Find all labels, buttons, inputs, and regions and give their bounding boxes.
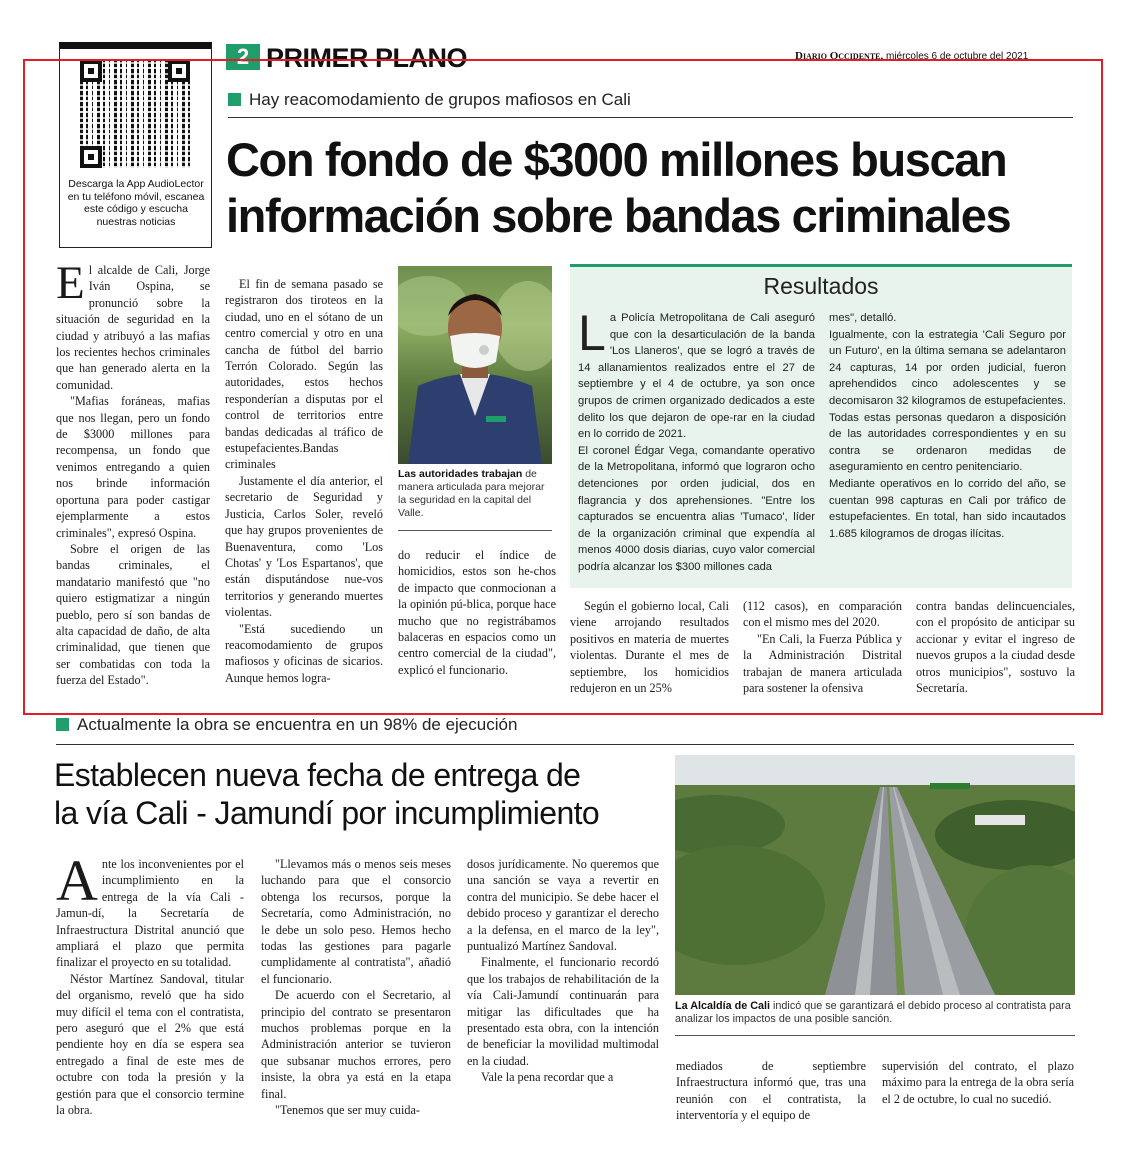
article2-bottom-col2-text: supervisión del contrato, el plazo máximo para la entrega de la obra sería el 2 de octubre, lo cual no sucedió. — [882, 1059, 1074, 1106]
article1-bottom-col3-text: contra bandas delincuenciales, con el propósito de anticipar su accionar y evitar el ingreso de nuevos grupos a la ciudad desde otros municipios", sostuvo la Secretaría. — [916, 599, 1075, 696]
article2-bottom-col2 — [882, 1058, 1074, 1128]
article1-photo-caption-bold: Las autoridades trabajan — [398, 468, 523, 480]
article2-photo-caption-bold: La Alcaldía de Cali — [675, 1000, 771, 1012]
article1-col3-p1: do reducir el índice de homicidios, estos son he-chos de impacto que conmocionan a la opinión pú-blica, porque hace mucho que no registrábamos balaceras en espacios como un centro comercial de la ciudad", explicó el funcionario. — [398, 548, 556, 677]
article1-photo-caption-rest: de manera articulada para mejorar la seguridad en la capital del Valle. — [398, 468, 545, 519]
results-left-p1: a Policía Metropolitana de Cali aseguró que con la desarticulación de la banda 'Los Llaneros', que se logró a través de 14 allanamientos realizados entre el 27 de septiembre y el 4 de octubre, ya son once grupos de crimen organizado dedicados a este delito los que dejaron de ope-rar en la ciudad en lo corrido de 2021. — [578, 312, 815, 441]
divider — [398, 530, 552, 531]
article1-bottom-col1-text: Según el gobierno local, Cali viene arrojando resultados positivos en materia de muertes violentas. Durante el mes de septiembre, los homicidios redujeron en un 25% — [570, 599, 729, 696]
article2-headline-line1: Establecen nueva fecha de entrega de — [54, 757, 581, 793]
kicker-square-icon — [228, 93, 241, 106]
article1-kicker-text: Hay reacomodamiento de grupos mafiosos en Cali — [249, 90, 631, 109]
article1-col2-p3: "Está sucediendo un reacomodamiento de grupos mafiosos y oficinas de sicarios. Aunque hemos logra- — [225, 621, 383, 685]
article2-kicker — [56, 714, 517, 736]
article2-col2 — [261, 856, 451, 1128]
article1-photo-caption — [398, 468, 552, 520]
section-title: PRIMER PLANO — [266, 43, 468, 73]
article2-col3-p1: dosos jurídicamente. No queremos que una sanción se vaya a revertir en contra del municipio. Se debe hacer el debido proceso y garantizar el derecho a la defensa, en el marco de la ley", puntualizó Martínez Sandoval. — [467, 857, 659, 954]
results-right-p4: Mediante operativos en lo corrido del año, se cuentan 998 capturas en Cali por tráfico de estupefacientes. En total, han sido incautados 1.685 kilogramos de drogas ilícitas. — [829, 477, 1066, 540]
article1-photo — [398, 266, 552, 464]
results-dropcap: L — [578, 310, 606, 361]
article2-col2-p3: "Tenemos que ser muy cuida- — [275, 1103, 420, 1118]
article2-photo-caption-rest: indicó que se garantizará el debido proceso al contratista para analizar los impactos de una posible sanción. — [675, 1000, 1071, 1025]
results-left-p2: El coronel Édgar Vega, comandante operativo de la Metropolitana, informó que lograron ocho detenciones por orden judicial, dos en flagrancia y dos aprehensiones. "Entre los capturados se encuentra alias 'Tumaco', líder de la organización criminal que expendía al menos 4000 dosis diarias, cuyo valor comercial podría alcanzar los $300 millones cada — [578, 444, 815, 573]
results-right-p3: Todas estas personas quedaron a disposición de las autoridades correspondientes y en su contra se ordenaron medidas de aseguramiento en centro penitenciario. — [829, 411, 1066, 474]
article2-kicker-text: Actualmente la obra se encuentra en un 98% de ejecución — [77, 715, 518, 734]
article2-photo — [675, 755, 1075, 995]
article1-col1-p3: Sobre el origen de las bandas criminales, el mandatario manifestó que "no quiero estigmatizar a ningún pueblo, pero sí son bandas de alta capacidad de daño, de alta criminalidad, que tienen que ser combatidas con toda la fuerza del Estado". — [56, 541, 210, 688]
masthead-date: miércoles 6 de octubre del 2021 — [885, 51, 1029, 62]
article1-dropcap: E — [56, 262, 85, 309]
divider — [228, 117, 1073, 118]
results-title: Resultados — [763, 273, 879, 299]
article1-bottom-col2-a: (112 casos), en comparación con el mismo mes del 2020. — [743, 599, 902, 630]
article1-bottom-col3 — [916, 598, 1075, 706]
article2-col3-p3: Vale la pena recordar que a — [481, 1070, 614, 1085]
article1-col3 — [398, 547, 556, 706]
article2-photo-caption — [675, 1000, 1075, 1026]
results-right-p2: Igualmente, con la estrategia 'Cali Seguro por un Futuro', en la última semana se adelantaron 24 capturas, 14 por orden judicial, fueron aprehendidos cinco adolescentes y se decomisaron 32 kilogramos de estupefacientes. — [829, 328, 1066, 407]
results-right-p1: mes", detalló. — [829, 312, 897, 324]
qr-caption: Descarga la App AudioLector en tu teléfono móvil, escanea este código y escucha nuestras noticias — [67, 178, 205, 228]
official-photo-illustration — [398, 266, 552, 464]
article2-col1-p1: nte los inconvenientes por el incumplimiento en la entrega de la vía Cali - Jamun-dí, la Secretaría de Infraestructura Distrital anunció que ampliará el plazo que permita finalizar el proyecto en su totalidad. — [56, 857, 244, 970]
divider — [56, 744, 1074, 745]
results-left-col — [578, 310, 815, 582]
article1-headline — [226, 132, 1086, 244]
article1-bottom-col1 — [570, 598, 729, 706]
article1-col2 — [225, 276, 383, 706]
article2-col3 — [467, 856, 659, 1128]
article1-col1-p1: l alcalde de Cali, Jorge Iván Ospina, se pronunció sobre la situación de seguridad en la ciudad y atribuyó a las mafias los recientes hechos criminales que han generado alerta en la comunidad. — [56, 263, 210, 392]
article1-kicker — [228, 89, 631, 111]
article2-headline — [54, 756, 664, 832]
article2-col2-p1: "Llevamos más o menos seis meses luchando para que el consorcio obtenga los recursos, porque la Secretaría, como Administración, no le debe un solo peso. Hemos hecho todas las gestiones para pagarle cumplidamente al contratista", añadió el funcionario. — [261, 857, 451, 986]
article2-col2-p2: De acuerdo con el Secretario, al principio del contrato se presentaron muchos problemas porque en la Administración anterior se tuvieron que subsanar muchos errores, pero insiste, la obra ya está en la etapa final. — [261, 988, 451, 1101]
results-right-col — [829, 310, 1066, 582]
article1-headline-line2: información sobre bandas criminales — [226, 189, 1011, 242]
article1-headline-line1: Con fondo de $3000 millones buscan — [226, 133, 1007, 186]
article1-col2-p2: Justamente el día anterior, el secretario de Seguridad y Justicia, Carlos Soler, reveló que hay grupos provenientes de Buenaventura, como 'Los Chotas' y 'Los Espartanos', que están disputándose nue-vos territorios y generando muertes violentas. — [225, 473, 383, 620]
article2-headline-line2: la vía Cali - Jamundí por incumplimiento — [54, 795, 600, 831]
article2-bottom-col1 — [676, 1058, 866, 1128]
masthead — [795, 50, 1028, 63]
article2-bottom-col1-text: mediados de septiembre Infraestructura informó que, tras una reunión con el contratista, la interventoría y el equipo de — [676, 1059, 866, 1123]
page-number: 2 — [226, 44, 260, 70]
qr-code[interactable] — [80, 60, 190, 168]
divider — [675, 1035, 1075, 1036]
article2-dropcap: A — [56, 856, 98, 913]
article2-col1-p2: Néstor Martínez Sandoval, titular del organismo, reveló que ha sido muy difícil el tema con el contratista, pero aseguró que el 2% que está pendiente hoy en día se espera sea entregado a final de este mes de octubre con toda la presión y la gestión para que el consorcio termine la obra. — [56, 971, 244, 1118]
article2-col3-p2: Finalmente, el funcionario recordó que los trabajos de rehabilitación de la vía Cali-Jamundí continuarán para mitigar las dificultades que ha presentado esta obra, con la intención de beneficiar la movilidad multimodal en la ciudad. — [467, 955, 659, 1068]
highway-photo-illustration — [675, 755, 1075, 995]
article1-bottom-col2 — [743, 598, 902, 706]
article2-col1 — [56, 856, 244, 1128]
article1-col1 — [56, 262, 210, 706]
masthead-name: Diario Occidente, — [795, 50, 884, 62]
article1-col2-p1: El fin de semana pasado se registraron dos tiroteos en la ciudad, uno en el sótano de un centro comercial y otro en una cancha de fútbol del barrio Terrón Colorado. Según las autoridades, estos hechos responderían a disputas por el control de territorios entre bandas dedicadas al tráfico de estupefacientes.Bandas criminales — [225, 277, 383, 472]
kicker-square-icon — [56, 718, 69, 731]
article1-col1-p2: "Mafias foráneas, mafias que nos llegan, pero un fondo de $3000 millones para recompensa, un fondo que venimos entregando a quien nos brinde información oportuna para poder castigar ejemplarmente a estos criminales", expresó Ospina. — [56, 394, 210, 540]
article1-bottom-col2-b: "En Cali, la Fuerza Pública y la Administración Distrital trabajan de manera articulada para sostener la ofensiva — [743, 631, 902, 696]
